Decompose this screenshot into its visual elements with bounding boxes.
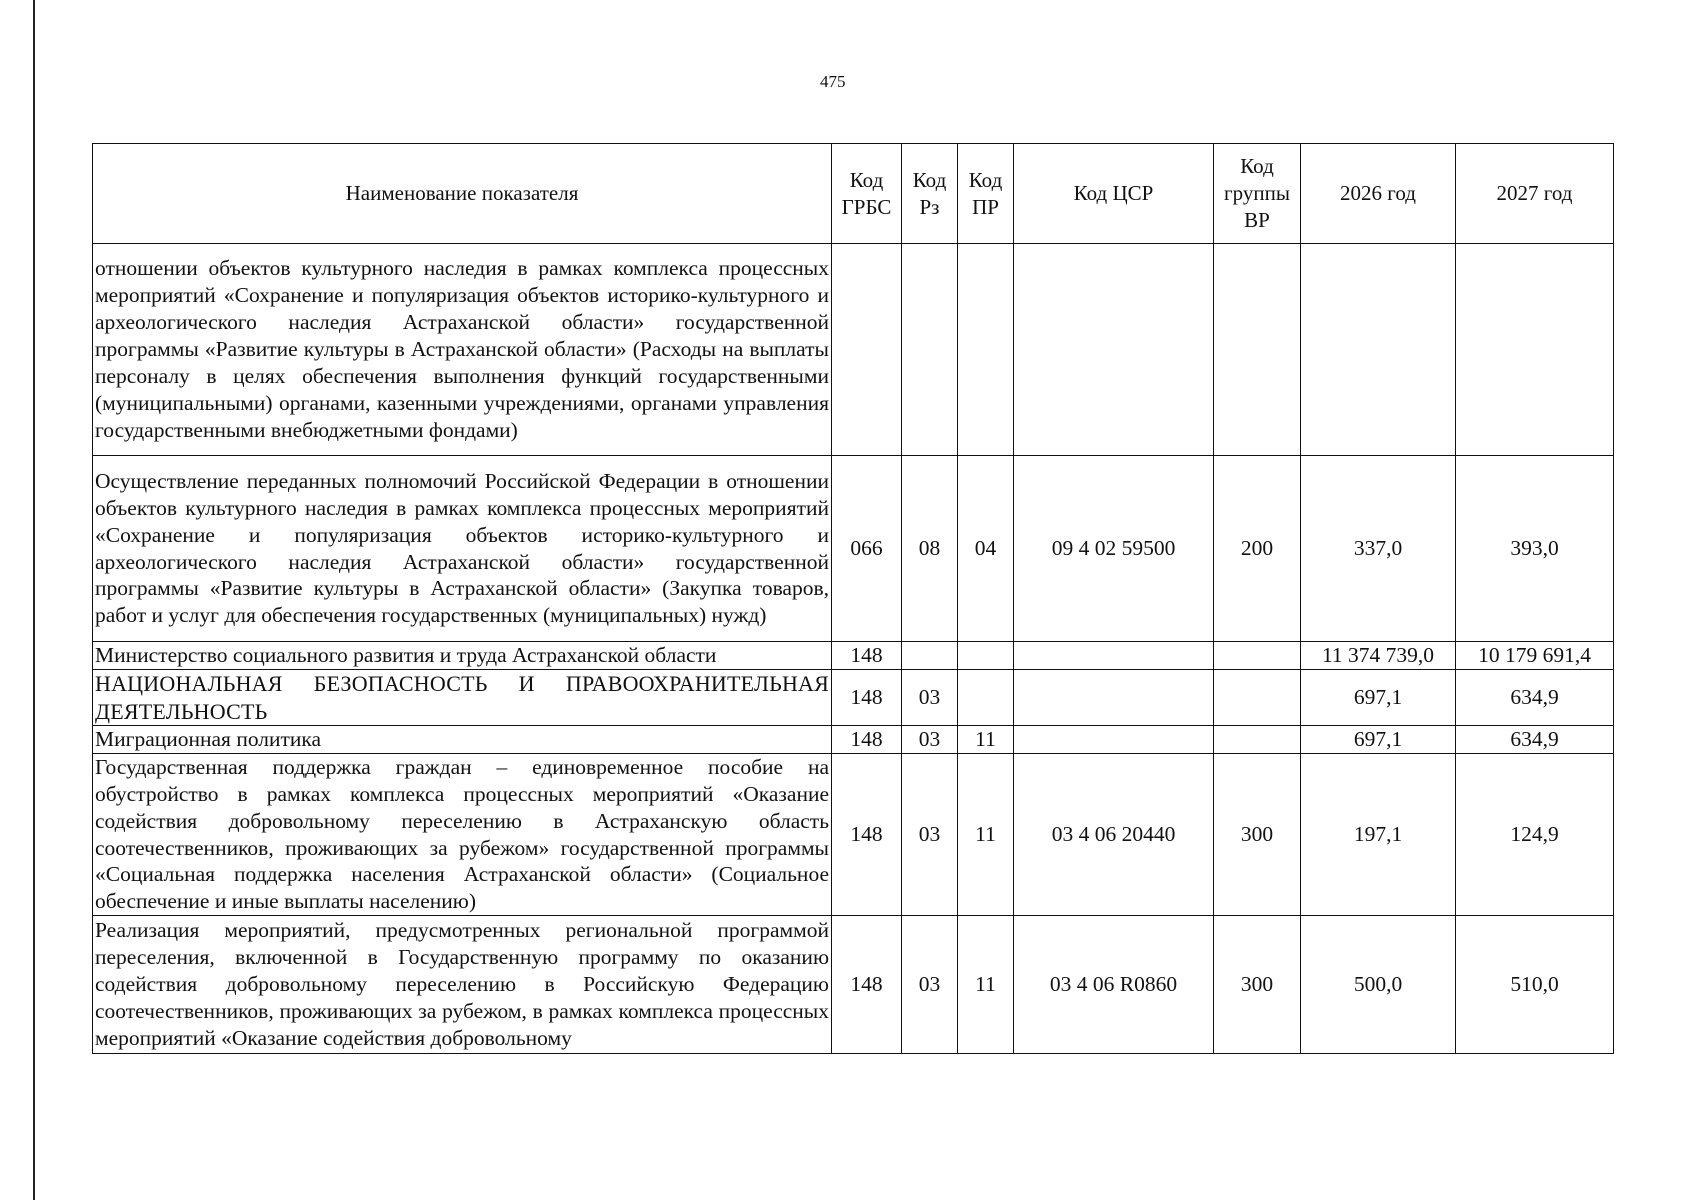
header-2027: 2027 год: [1456, 144, 1614, 244]
cell-name: Миграционная политика: [93, 726, 832, 754]
cell-pr: [958, 670, 1014, 726]
cell-rz: 03: [902, 670, 958, 726]
cell-grbs: 066: [832, 456, 902, 642]
cell-name: Осуществление переданных полномочий Российской Федерации в отношении объектов культурного наследия в рамках комплекса процессных мероприятий «Сохранение и популяризация объектов историко-культурного и археологического наследия Астраханской области» государственной программы «Развитие культуры в Астраханской области» (Закупка товаров, работ и услуг для обеспечения государственных (муниципальных) нужд): [93, 456, 832, 642]
cell-2026: 697,1: [1301, 670, 1456, 726]
cell-2026: 337,0: [1301, 456, 1456, 642]
cell-name: Министерство социального развития и труда Астраханской области: [93, 642, 832, 670]
cell-pr: 11: [958, 726, 1014, 754]
header-pr: Код ПР: [958, 144, 1014, 244]
cell-pr: [958, 642, 1014, 670]
cell-rz: 03: [902, 916, 958, 1054]
header-name: Наименование показателя: [93, 144, 832, 244]
cell-rz: 03: [902, 753, 958, 915]
cell-vr: 200: [1214, 456, 1301, 642]
cell-name: НАЦИОНАЛЬНАЯ БЕЗОПАСНОСТЬ И ПРАВООХРАНИТЕЛЬНАЯ ДЕЯТЕЛЬНОСТЬ: [93, 670, 832, 726]
cell-2027: 124,9: [1456, 753, 1614, 915]
cell-csr: [1014, 642, 1214, 670]
header-rz: Код Рз: [902, 144, 958, 244]
cell-name: Государственная поддержка граждан – единовременное пособие на обустройство в рамках комплекса процессных мероприятий «Оказание содействия добровольному переселению в Астраханскую область соотечественников, проживающих за рубежом» государственной программы «Социальная поддержка населения Астраханской области» (Социальное обеспечение и иные выплаты населению): [93, 753, 832, 915]
cell-grbs: 148: [832, 753, 902, 915]
cell-vr: [1214, 642, 1301, 670]
cell-vr: [1214, 244, 1301, 456]
cell-csr: [1014, 244, 1214, 456]
table-row: [93, 642, 1614, 670]
cell-2027: 634,9: [1456, 670, 1614, 726]
cell-2026: 11 374 739,0: [1301, 642, 1456, 670]
cell-2026: 197,1: [1301, 753, 1456, 915]
cell-rz: [902, 642, 958, 670]
cell-vr: [1214, 670, 1301, 726]
table-row: [93, 726, 1614, 754]
cell-name: отношении объектов культурного наследия в рамках комплекса процессных мероприятий «Сохранение и популяризация объектов историко-культурного и археологического наследия Астраханской области» государственной программы «Развитие культуры в Астраханской области» (Расходы на выплаты персоналу в целях обеспечения выполнения функций государственными (муниципальными) органами, казенными учреждениями, органами управления государственными внебюджетными фондами): [93, 244, 832, 456]
cell-name: Реализация мероприятий, предусмотренных региональной программой переселения, включенной в Государственную программу по оказанию содействия добровольному переселению в Российскую Федерацию соотечественников, проживающих за рубежом, в рамках комплекса процессных мероприятий «Оказание содействия добровольному: [93, 916, 832, 1054]
cell-pr: [958, 244, 1014, 456]
cell-grbs: [832, 244, 902, 456]
cell-2027: 510,0: [1456, 916, 1614, 1054]
cell-vr: 300: [1214, 916, 1301, 1054]
table-row: [93, 916, 1614, 1054]
cell-csr: [1014, 670, 1214, 726]
table-row: [93, 753, 1614, 915]
cell-2027: 10 179 691,4: [1456, 642, 1614, 670]
cell-vr: [1214, 726, 1301, 754]
table-row: [93, 670, 1614, 726]
budget-table: [92, 143, 1614, 1054]
cell-2026: 697,1: [1301, 726, 1456, 754]
cell-2027: 634,9: [1456, 726, 1614, 754]
cell-rz: 08: [902, 456, 958, 642]
header-csr: Код ЦСР: [1014, 144, 1214, 244]
cell-pr: 04: [958, 456, 1014, 642]
cell-vr: 300: [1214, 753, 1301, 915]
cell-grbs: 148: [832, 670, 902, 726]
binding-margin-line: [33, 0, 35, 1200]
cell-pr: 11: [958, 753, 1014, 915]
cell-grbs: 148: [832, 726, 902, 754]
cell-grbs: 148: [832, 642, 902, 670]
page-number: 475: [820, 72, 846, 91]
cell-rz: 03: [902, 726, 958, 754]
table-row: [93, 244, 1614, 456]
header-grbs: Код ГРБС: [832, 144, 902, 244]
cell-rz: [902, 244, 958, 456]
cell-2027: [1456, 244, 1614, 456]
cell-pr: 11: [958, 916, 1014, 1054]
cell-2026: 500,0: [1301, 916, 1456, 1054]
table-row: [93, 456, 1614, 642]
cell-grbs: 148: [832, 916, 902, 1054]
header-2026: 2026 год: [1301, 144, 1456, 244]
cell-csr: [1014, 726, 1214, 754]
cell-csr: 09 4 02 59500: [1014, 456, 1214, 642]
cell-csr: 03 4 06 20440: [1014, 753, 1214, 915]
cell-2026: [1301, 244, 1456, 456]
header-vr: Код группы ВР: [1214, 144, 1301, 244]
cell-2027: 393,0: [1456, 456, 1614, 642]
table-header-row: [93, 144, 1614, 244]
cell-csr: 03 4 06 R0860: [1014, 916, 1214, 1054]
